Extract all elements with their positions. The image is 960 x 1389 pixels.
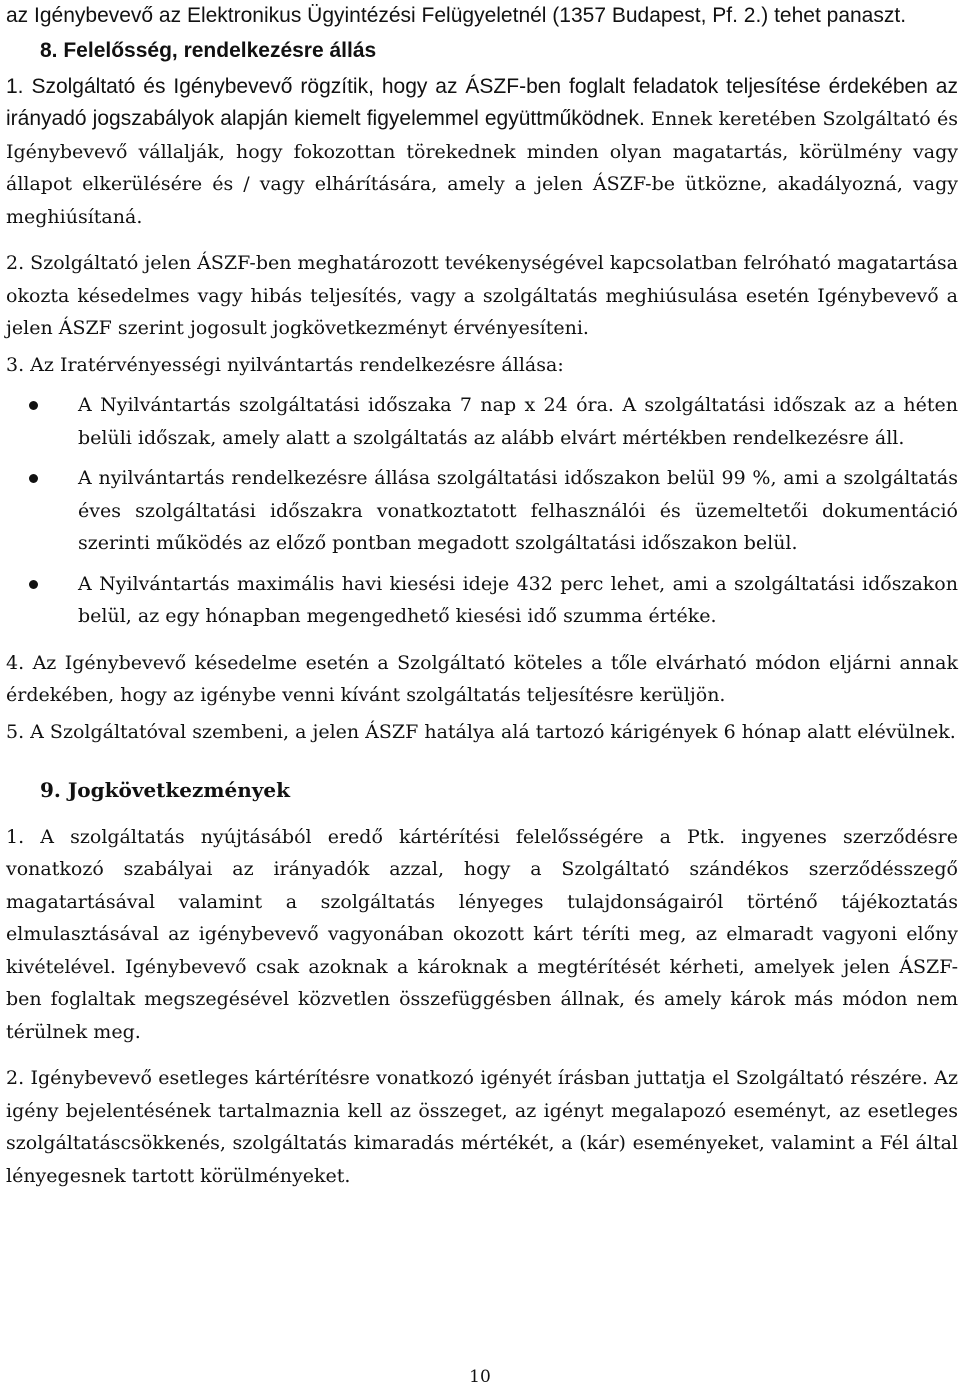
section-8-paragraph-1 (6, 71, 958, 233)
bullet-text: A nyilvántartás rendelkezésre állása szolgáltatási időszakon belül 99 %, ami a szolgáltatás éves szolgáltatási időszakra vonatkoztatott felhasználói és üzemeltetői dokumentáció szerinti működés az előző pontban megadott szolgáltatási időszakon belül. (78, 467, 958, 554)
paragraph-1-serif-part: Ennek keretében Szolgáltató és Igénybevevő vállalják, hogy fokozottan törekednek minden olyan magatartás, körülmény vagy állapot elkerülésére és / vagy elhárítására, amely a jelen ÁSZF-be ütközne, akadályozná, vagy meghiúsítaná. (6, 108, 958, 228)
bullet-text: A Nyilvántartás maximális havi kiesési ideje 432 perc lehet, ami a szolgáltatási időszakon belül, az egy hónapban megengedhető kiesési idő szumma értéke. (78, 572, 958, 627)
section-9-paragraph-1: 1. A szolgáltatás nyújtásából eredő kártérítési felelősségére a Ptk. ingyenes szerződésre vonatkozó szabályai az irányadók azzal, hogy a Szolgáltató szándékos szerződésszegő magatartásával valamint a szolgáltatás lényeges tulajdonságairól történő tájékoztatás elmulasztásával az igénybevevő vagyonában okozott kárt téríti meg, az elmaradt vagyoni előny kivételével. Igénybevevő csak azoknak a károknak a megtérítését kérheti, amelyek jelen ÁSZF-ben foglaltak megszegésével közvetlen összefüggésben állnak, és amely károk más módon nem térülnek meg. (6, 825, 958, 1043)
section-8-paragraph-5: 5. A Szolgáltatóval szembeni, a jelen ÁSZF hatálya alá tartozó kárigények 6 hónap alatt elévülnek. (6, 720, 956, 743)
bullet-dot-icon (29, 474, 38, 483)
complaint-paragraph: az Igénybevevő az Elektronikus Ügyintézési Felügyeletnél (1357 Budapest, Pf. 2.) tehet panaszt. (6, 4, 907, 27)
section-8-paragraph-2: 2. Szolgáltató jelen ÁSZF-ben meghatározott tevékenységével kapcsolatban felróható magatartása okozta késedelmes vagy hibás teljesítés, vagy a szolgáltatás meghiúsulása esetén Igénybevevő a jelen ÁSZF szerint jogosult jogkövetkezményt érvényesíteni. (6, 252, 958, 339)
bullet-dot-icon (29, 580, 38, 589)
section-9-paragraph-2: 2. Igénybevevő esetleges kártérítésre vonatkozó igényét írásban juttatja el Szolgáltató részére. Az igény bejelentésének tartalmaznia kell az összeget, az igényt megalapozó eseményt, az esetleges szolgáltatáscsökkenés, szolgáltatás kimaradás mértékét, a (kár) eseményeket, valamint a Fél által lényegesnek tartott körülményeket. (6, 1067, 958, 1187)
bullet-dot-icon (29, 401, 38, 410)
document-page (6, 0, 958, 1192)
bullet-text: A Nyilvántartás szolgáltatási időszaka 7 nap x 24 óra. A szolgáltatási időszak az a héten belüli időszak, amely alatt a szolgáltatás az alább elvárt mértékben rendelkezésre áll. (78, 394, 958, 449)
paragraph-1-sans-part: 1. Szolgáltató és Igénybevevő rögzítik, hogy az ÁSZF-ben foglalt feladatok teljesítése érdekében az irányadó jogszabályok alapján kiemelt figyelemmel együttműködnek. (6, 75, 958, 130)
section-8-heading: 8. Felelősség, rendelkezésre állás (40, 39, 377, 62)
bullet-item (6, 389, 958, 454)
section-8-paragraph-4: 4. Az Igénybevevő késedelme esetén a Szolgáltató köteles a tőle elvárható módon eljárni annak érdekében, hogy az igénybe venni kívánt szolgáltatás teljesítésre kerüljön. (6, 651, 958, 706)
section-9-heading: 9. Jogkövetkezmények (40, 778, 290, 802)
availability-bullet-list (6, 389, 958, 633)
page-number: 10 (469, 1367, 491, 1387)
section-8-paragraph-3: 3. Az Iratérvényességi nyilvántartás rendelkezésre állása: (6, 353, 564, 376)
bullet-item (6, 568, 958, 633)
bullet-item (6, 462, 958, 560)
